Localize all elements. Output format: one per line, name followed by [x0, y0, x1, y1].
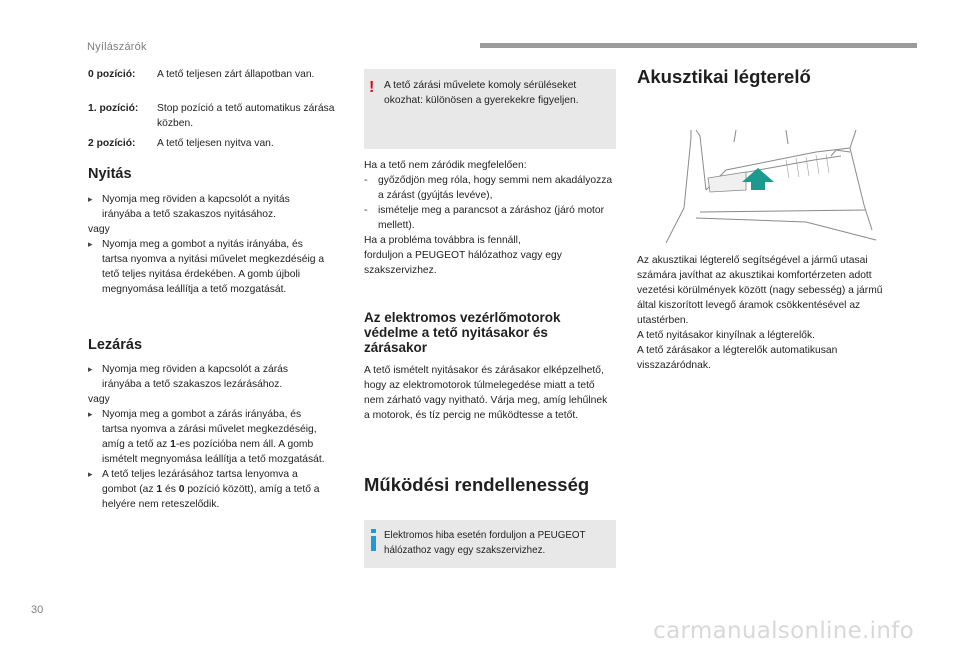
warning-icon: ! — [369, 79, 375, 96]
up-arrow-icon — [742, 168, 774, 190]
definition-row — [88, 136, 338, 151]
deflector-heading: Akusztikai légterelő — [637, 66, 811, 87]
closing-heading: Lezárás — [88, 337, 143, 353]
list-item — [364, 203, 616, 233]
troubleshooting-outro: Ha a probléma továbbra is fennáll, — [364, 235, 521, 246]
opening-instructions — [88, 192, 328, 297]
bullet-text: Nyomja meg röviden a kapcsolót a nyitás irányába a tető szakaszos nyitásához. — [102, 194, 290, 220]
deflector-paragraph: Az akusztikai légterelő segítségével a jármű utasai számára javíthat az akusztikai komfortérzeten adott vezetési körülmények között (nagy sebesség) a jármű által kiszorított levegő áramok csökkentésével az utastérben. — [637, 255, 883, 326]
list-item — [88, 237, 328, 297]
dash-bullet: - — [364, 204, 368, 216]
list-item — [364, 173, 616, 203]
list-item — [88, 362, 328, 392]
info-icon-bar — [371, 536, 376, 551]
troubleshooting-intro: Ha a tető nem záródik megfelelően: — [364, 160, 527, 171]
deflector-paragraph: A tető nyitásakor kinyílnak a légterelők. — [637, 330, 816, 341]
bullet-text: ismételje meg a parancsot a záráshoz (járó motor mellett). — [378, 205, 605, 231]
deflector-paragraph: A tető zárásakor a légterelők automatikusan visszazáródnak. — [637, 345, 838, 371]
opening-heading: Nyitás — [88, 166, 132, 182]
dash-bullet: - — [364, 174, 368, 186]
header-rule — [480, 43, 917, 48]
definition-row — [88, 67, 338, 82]
list-item — [88, 467, 328, 512]
warning-note — [364, 69, 616, 149]
malfunction-heading: Működési rendellenesség — [364, 474, 590, 495]
arrow-bullet-icon: ▸ — [88, 239, 93, 249]
definition-term: 2 pozíció: — [88, 138, 136, 149]
warning-text: A tető zárási művelete komoly sérüléseket okozhat: különösen a gyerekekre figyeljen. — [384, 80, 579, 106]
deflector-illustration — [636, 130, 892, 243]
arrow-bullet-icon: ▸ — [88, 194, 93, 204]
bullet-text: Nyomja meg röviden a kapcsolót a zárás irányába a tető szakaszos lezárásához. — [102, 364, 289, 390]
troubleshooting-text — [364, 158, 616, 278]
closing-instructions — [88, 362, 328, 512]
info-text: Elektromos hiba esetén forduljon a PEUGEOT hálózathoz vagy egy szakszervizhez. — [384, 530, 586, 556]
section-title: Nyílászárók — [87, 41, 147, 53]
deflector-panel — [708, 172, 746, 192]
troubleshooting-outro: forduljon a PEUGEOT hálózathoz vagy egy szakszervizhez. — [364, 250, 562, 276]
watermark: carmanualsonline.info — [653, 618, 914, 644]
or-text: vagy — [88, 394, 110, 405]
arrow-bullet-icon: ▸ — [88, 409, 93, 419]
definition-term: 1. pozíció: — [88, 103, 139, 114]
definition-desc: A tető teljesen nyitva van. — [157, 138, 274, 149]
bullet-text: Nyomja meg a gombot a zárás irányába, és tartsa nyomva a zárási művelet megkezdéséig, amíg a tető az 1-es pozícióba nem áll. A gomb ismételt megnyomása leállítja a tető mozgatását. — [102, 409, 325, 465]
or-text: vagy — [88, 224, 110, 235]
list-item — [88, 407, 328, 467]
definition-desc: A tető teljesen zárt állapotban van. — [157, 69, 315, 80]
bullet-text: Nyomja meg a gombot a nyitás irányába, és tartsa nyomva a nyitási művelet megkezdéséig a tető teljes nyitása érdekében. A gomb újboli megnyomása leállítja a tető mozgatását. — [102, 239, 325, 295]
deflector-text — [637, 253, 887, 373]
definition-term: 0 pozíció: — [88, 69, 136, 80]
motor-protection-text: A tető ismételt nyitásakor és zárásakor elképzelhető, hogy az elektromotorok túlmelegedése miatt a tető nem zárható vagy nyitható. Várja meg, amíg lehűlnek a motorok, és tíz percig ne működtesse a tetőt. — [364, 365, 608, 421]
motor-protection-heading: Az elektromos vezérlőmotorok védelme a tető nyitásakor és zárásakor — [364, 310, 561, 355]
arrow-bullet-icon: ▸ — [88, 364, 93, 374]
definition-row — [88, 101, 338, 131]
info-icon — [371, 529, 376, 533]
list-item — [88, 192, 328, 222]
arrow-bullet-icon: ▸ — [88, 469, 93, 479]
info-note — [364, 520, 616, 568]
bullet-text: A tető teljes lezárásához tartsa lenyomva a gombot (az 1 és 0 pozíció között), amíg a tető a helyére nem reteszelődik. — [102, 469, 320, 510]
page-number: 30 — [31, 604, 44, 616]
definition-desc: Stop pozíció a tető automatikus zárása közben. — [157, 103, 335, 129]
bullet-text: győződjön meg róla, hogy semmi nem akadályozza a zárást (gyújtás levéve), — [378, 175, 613, 201]
